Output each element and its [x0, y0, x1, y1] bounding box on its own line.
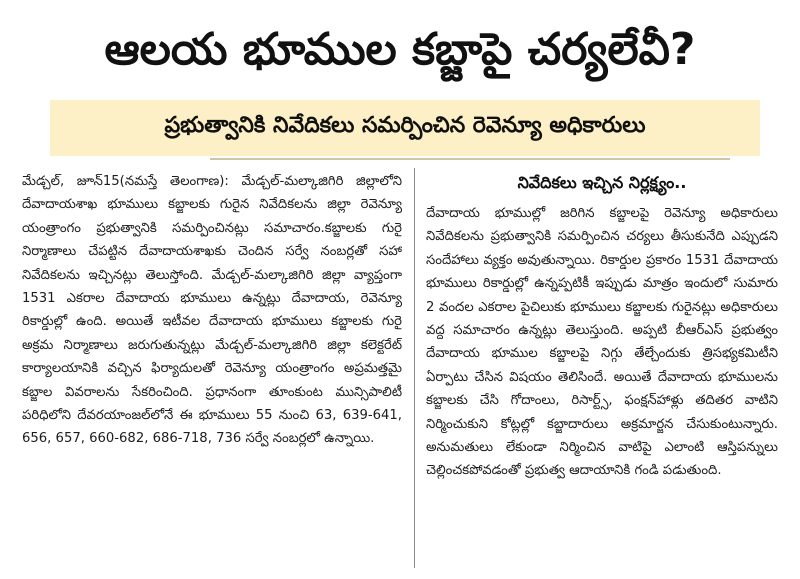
right-column-heading: నివేదికలు ఇచ్చిన నిర్లక్ష్యం..	[517, 173, 687, 192]
column-divider	[414, 168, 415, 568]
header-rule	[210, 158, 730, 160]
headline: ఆలయ భూముల కబ్జాపై చర్యలేవీ?	[104, 24, 696, 75]
left-column	[22, 170, 402, 570]
subheadline: ప్రభుత్వానికి నివేదికలు సమర్పించిన రెవెన్యూ అధికారులు	[164, 113, 646, 138]
subheadline-band	[50, 100, 760, 156]
right-column	[426, 202, 778, 572]
left-column-text: మేడ్చల్, జూన్15(నమస్తే తెలంగాణ): మేడ్చల్-మల్కాజిగిరి జిల్లాలోని దేవాదాయశాఖ భూములు కబ్జాలకు గురైన నివేదికలను జిల్లా రెవెన్యూ యంత్రాంగం ప్రభుత్వానికి సమర్పించినట్లు సమాచారం.కబ్జాలకు గురై నిర్మాణాలు చేపట్టిన దేవాదాయశాఖకు చెందిన సర్వే నంబర్లతో సహా నివేదికలను ఇచ్చినట్లు తెలుస్తోంది. మేడ్చల్-మల్కాజిగిరి జిల్లా వ్యాప్తంగా 1531 ఎకరాల దేవాదాయ భూములు ఉన్నట్లు దేవాదాయ, రెవెన్యూ రికార్డుల్లో ఉంది. అయితే ఇటీవల దేవాదాయ భూములు కబ్జాలకు గురై అక్రమ నిర్మాణాలు జరుగుతున్నట్లు మేడ్చల్-మల్కాజిగిరి జిల్లా కలెక్టరేట్ కార్యాలయానికి వచ్చిన ఫిర్యాదులతో రెవెన్యూ యంత్రాంగం అప్రమత్తమై కబ్జాల వివరాలను సేకరించింది. ప్రధానంగా తూంకుంట మున్సిపాలిటీ పరిధిలోని దేవరయాంజల్‌లోనే ఈ భూములు 55 నుంచి 63, 639-641, 656, 657, 660-682, 686-718, 736 సర్వే నంబర్లలో ఉన్నాయి.	[22, 174, 402, 447]
right-column-text: దేవాదాయ భూముల్లో జరిగిన కబ్జాలపై రెవెన్యూ అధికారులు నివేదికలను ప్రభుత్వానికి సమర్పించిన చర్యలు తీసుకునేది ఎప్పుడని సందేహాలు వ్యక్తం అవుతున్నాయి. రికార్డుల ప్రకారం 1531 దేవాదాయ భూములు రికార్డుల్లో ఉన్నప్పటికీ ఇప్పుడు మాత్రం ఇందులో సుమారు 2 వందల ఎకరాల పైచిలుకు భూములు కబ్జాలకు గురైనట్లు అధికారులు వద్ద సమాచారం ఉన్నట్లు తెలుస్తుంది. అప్పటి బీఆర్ఎస్ ప్రభుత్వం దేవాదాయ భూముల కబ్జాలపై నిగ్గు తేల్చేందుకు త్రిసభ్యకమిటీని ఏర్పాటు చేసిన విషయం తెలిసిందే. అయితే దేవాదాయ భూములను కబ్జాలకు చేసి గోదాంలు, రిసార్ట్స్, ఫంక్షన్‌హాళ్లు తదితర వాటిని నిర్మించుకుని కోట్లల్లో కబ్జాదారులు అక్రమార్జన చేసుకుంటున్నారు. అనుమతులు లేకుండా నిర్మించిన వాటిపై ఎలాంటి ఆస్తిపన్నులు చెల్లించకపోవడంతో ప్రభుత్వ ఆదాయానికి గండి పడుతుంది.	[426, 206, 778, 479]
